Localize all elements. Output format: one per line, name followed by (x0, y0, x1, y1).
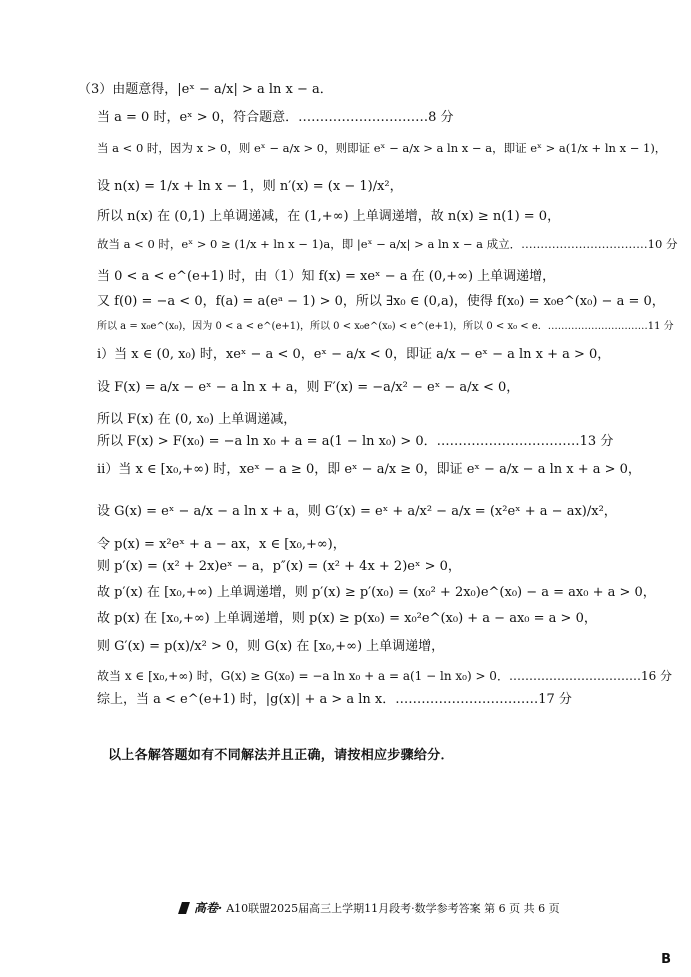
footer-brand: 高卷· (194, 901, 223, 915)
solution-line: 综上，当 a < e^(e+1) 时，|g(x)| + a > a ln x．……………………………17 分 (97, 692, 572, 707)
solution-line: 所以 n(x) 在 (0,1) 上单调递减，在 (1,+∞) 上单调递增，故 n(x) ≥ n(1) = 0， (97, 209, 561, 224)
solution-line: 故当 x ∈ [x₀,+∞) 时，G(x) ≥ G(x₀) = −a ln x₀ + a = a(1 − ln x₀) > 0．……………………………16 分 (97, 669, 673, 683)
solution-line: 令 p(x) = x²eˣ + a − ax，x ∈ [x₀,+∞)， (97, 537, 346, 552)
grading-note: 以上各解答题如有不同解法并且正确，请按相应步骤给分． (108, 748, 454, 763)
solution-line: 则 p′(x) = (x² + 2x)eˣ − a，p″(x) = (x² + 4x + 2)eˣ > 0， (97, 559, 461, 574)
solution-line: 所以 F(x) 在 (0, x₀) 上单调递减， (97, 412, 297, 427)
solution-line: （3）由题意得，|eˣ − a/x| > a ln x − a． (78, 82, 333, 97)
solution-line: 故 p′(x) 在 [x₀,+∞) 上单调递增，则 p′(x) ≥ p′(x₀) = (x₀² + 2x₀)e^(x₀) − a = ax₀ + a > 0， (97, 585, 656, 600)
brand-logo-icon (178, 902, 190, 914)
solution-line: 所以 F(x) > F(x₀) = −a ln x₀ + a = a(1 − ln x₀) > 0．……………………………13 分 (97, 434, 614, 449)
solution-line: 故当 a < 0 时，eˣ > 0 ≥ (1/x + ln x − 1)a，即 |eˣ − a/x| > a ln x − a 成立．……………………………10 分 (97, 237, 678, 251)
solution-line: 故 p(x) 在 [x₀,+∞) 上单调递增，则 p(x) ≥ p(x₀) = x₀²e^(x₀) + a − ax₀ = a > 0， (97, 611, 597, 626)
page-footer (180, 899, 560, 916)
solution-line: 当 a < 0 时，因为 x > 0，则 eˣ − a/x > 0，则即证 eˣ − a/x > a ln x − a，即证 eˣ > a(1/x + ln x − 1)， (97, 141, 667, 155)
solution-line: 设 G(x) = eˣ − a/x − a ln x + a，则 G′(x) = eˣ + a/x² − a/x = (x²eˣ + a − ax)/x²， (97, 504, 617, 519)
solution-line: 设 F(x) = a/x − eˣ − a ln x + a，则 F′(x) = −a/x² − eˣ − a/x < 0， (97, 380, 520, 395)
solution-line: 设 n(x) = 1/x + ln x − 1，则 n′(x) = (x − 1)/x²， (97, 179, 403, 194)
solution-line: 当 0 < a < e^(e+1) 时，由（1）知 f(x) = xeˣ − a 在 (0,+∞) 上单调递增， (97, 269, 556, 284)
solution-line: 则 G′(x) = p(x)/x² > 0，则 G(x) 在 [x₀,+∞) 上单调递增， (97, 639, 445, 654)
solution-line: ii）当 x ∈ [x₀,+∞) 时，xeˣ − a ≥ 0，即 eˣ − a/x ≥ 0，即证 eˣ − a/x − a ln x + a > 0， (97, 462, 641, 477)
footer-text: A10联盟2025届高三上学期11月段考·数学参考答案 第 6 页 共 6 页 (226, 901, 560, 915)
solution-line: 又 f(0) = −a < 0，f(a) = a(eᵃ − 1) > 0，所以 ∃x₀ ∈ (0,a)，使得 f(x₀) = x₀e^(x₀) − a = 0， (97, 294, 665, 309)
solution-line: 所以 a = x₀e^(x₀)，因为 0 < a < e^(e+1)，所以 0 < x₀e^(x₀) < e^(e+1)，所以 0 < x₀ < e．…………………………11 分 (97, 321, 674, 332)
solution-line: i）当 x ∈ (0, x₀) 时，xeˣ − a < 0，eˣ − a/x < 0，即证 a/x − eˣ − a ln x + a > 0， (97, 347, 611, 362)
corner-mark: B (661, 952, 671, 967)
solution-line: 当 a = 0 时，eˣ > 0，符合题意．…………………………8 分 (97, 110, 454, 125)
